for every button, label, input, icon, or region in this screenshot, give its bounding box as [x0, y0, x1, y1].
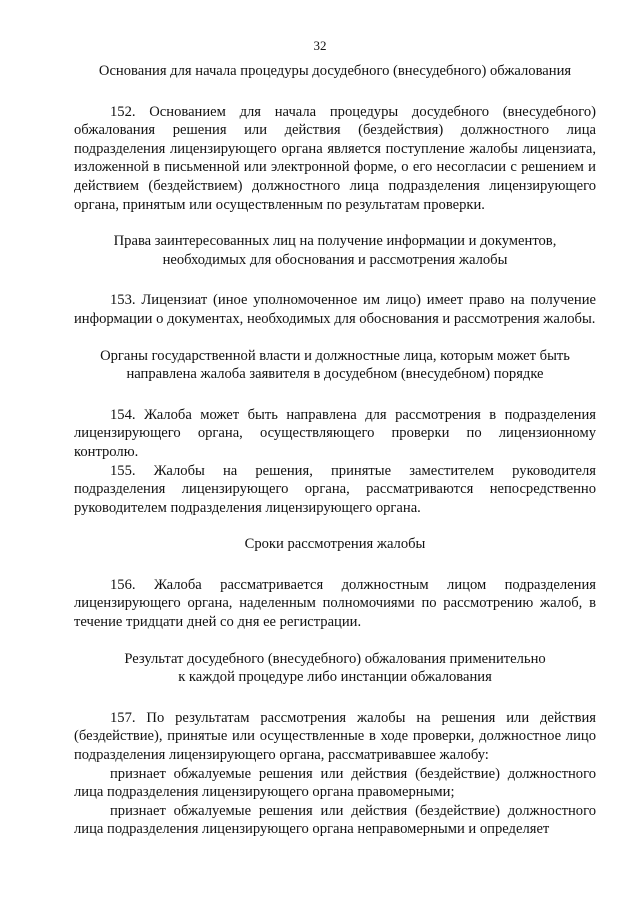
- paragraph-157-item-lawful: признает обжалуемые решения или действия (бездействие) должностного лица подразделения лицензирующего органа правомерными;: [74, 765, 596, 801]
- section-heading-authorities: [74, 347, 596, 384]
- paragraph-155: 155. Жалобы на решения, принятые заместителем руководителя подразделения лицензирующего органа, рассматриваются непосредственно руководителем подразделения лицензирующего органа.: [74, 462, 596, 516]
- page-number: 32: [313, 38, 327, 53]
- document-body: [74, 62, 596, 839]
- paragraph-152: 152. Основанием для начала процедуры досудебного (внесудебного) обжалования решения или действия (бездействия) должностного лица подразделения лицензирующего органа является поступление жалобы лицензиата, изложенной в письменной или электронной форме, о его несогласии с решением и действием (бездействием) должностного лица подразделения лицензирующего органа, принятым или осуществленным по результатам проверки.: [74, 103, 596, 213]
- paragraph-154: 154. Жалоба может быть направлена для рассмотрения в подразделения лицензирующего органа, осуществляющего проверки по лицензионному контролю.: [74, 406, 596, 460]
- heading-line: Результат досудебного (внесудебного) обжалования применительно: [124, 650, 546, 667]
- heading-line: необходимых для обоснования и рассмотрения жалобы: [162, 251, 508, 268]
- paragraph-153: 153. Лицензиат (иное уполномоченное им лицо) имеет право на получение информации о документах, необходимых для обоснования и рассмотрения жалобы.: [74, 292, 596, 327]
- heading-line: к каждой процедуре либо инстанции обжалования: [178, 669, 492, 686]
- paragraph-156: 156. Жалоба рассматривается должностным лицом подразделения лицензирующего органа, наделенным полномочиями по рассмотрению жалоб, в течение тридцати дней со дня ее регистрации.: [74, 576, 596, 631]
- heading-line: Основания для начала процедуры досудебного (внесудебного) обжалования: [98, 63, 572, 79]
- heading-line: Сроки рассмотрения жалобы: [244, 536, 426, 553]
- paragraph-157: 157. По результатам рассмотрения жалобы на решения или действия (бездействие), принятые или осуществленные в ходе проверки, должностное лицо подразделения лицензирующего органа, рассматривавшее жалобу:: [74, 709, 596, 764]
- paragraph-157-item-unlawful: признает обжалуемые решения или действия (бездействие) должностного лица подразделения лицензирующего органа неправомерными и определяет: [74, 802, 596, 838]
- heading-line: Права заинтересованных лиц на получение информации и документов,: [113, 233, 557, 250]
- section-heading-rights: [74, 232, 596, 269]
- heading-line: направлена жалоба заявителя в досудебном (внесудебном) порядке: [126, 366, 544, 383]
- section-heading-result: [74, 650, 596, 687]
- section-heading-deadlines: [74, 535, 596, 554]
- heading-line: Органы государственной власти и должностные лица, которым может быть: [100, 347, 570, 364]
- section-heading-grounds: [74, 62, 596, 81]
